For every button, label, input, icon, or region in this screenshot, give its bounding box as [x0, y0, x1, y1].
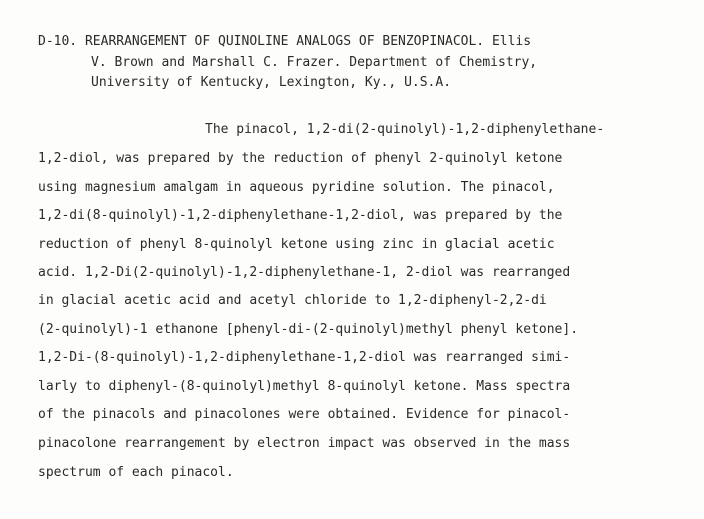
body-line: spectrum of each pinacol.: [38, 465, 234, 480]
body-line: using magnesium amalgam in aqueous pyridine solution. The pinacol,: [38, 180, 555, 195]
body-line: 1,2-diol, was prepared by the reduction of phenyl 2-quinolyl ketone: [38, 151, 563, 166]
body-line: of the pinacols and pinacolones were obtained. Evidence for pinacol-: [38, 407, 571, 422]
abstract-authors-line: V. Brown and Marshall C. Frazer. Department of Chemistry,: [91, 55, 538, 70]
body-line: pinacolone rearrangement by electron impact was observed in the mass: [38, 436, 571, 451]
body-line: The pinacol, 1,2-di(2-quinolyl)-1,2-diphenylethane-: [205, 122, 605, 137]
abstract-affiliation-line: University of Kentucky, Lexington, Ky., U.S.A.: [91, 75, 452, 90]
body-line: 1,2-Di-(8-quinolyl)-1,2-diphenylethane-1,2-diol was rearranged simi-: [38, 350, 571, 365]
body-line: 1,2-di(8-quinolyl)-1,2-diphenylethane-1,2-diol, was prepared by the: [38, 208, 563, 223]
body-line: (2-quinolyl)-1 ethanone [phenyl-di-(2-quinolyl)methyl phenyl ketone].: [38, 322, 579, 337]
body-line: acid. 1,2-Di(2-quinolyl)-1,2-diphenylethane-1, 2-diol was rearranged: [38, 265, 571, 280]
body-line: larly to diphenyl-(8-quinolyl)methyl 8-quinolyl ketone. Mass spectra: [38, 379, 571, 394]
body-line: in glacial acetic acid and acetyl chloride to 1,2-diphenyl-2,2-di: [38, 293, 547, 308]
abstract-title-line: D-10. REARRANGEMENT OF QUINOLINE ANALOGS OF BENZOPINACOL. Ellis: [38, 34, 532, 49]
body-line: reduction of phenyl 8-quinolyl ketone using zinc in glacial acetic: [38, 237, 555, 252]
